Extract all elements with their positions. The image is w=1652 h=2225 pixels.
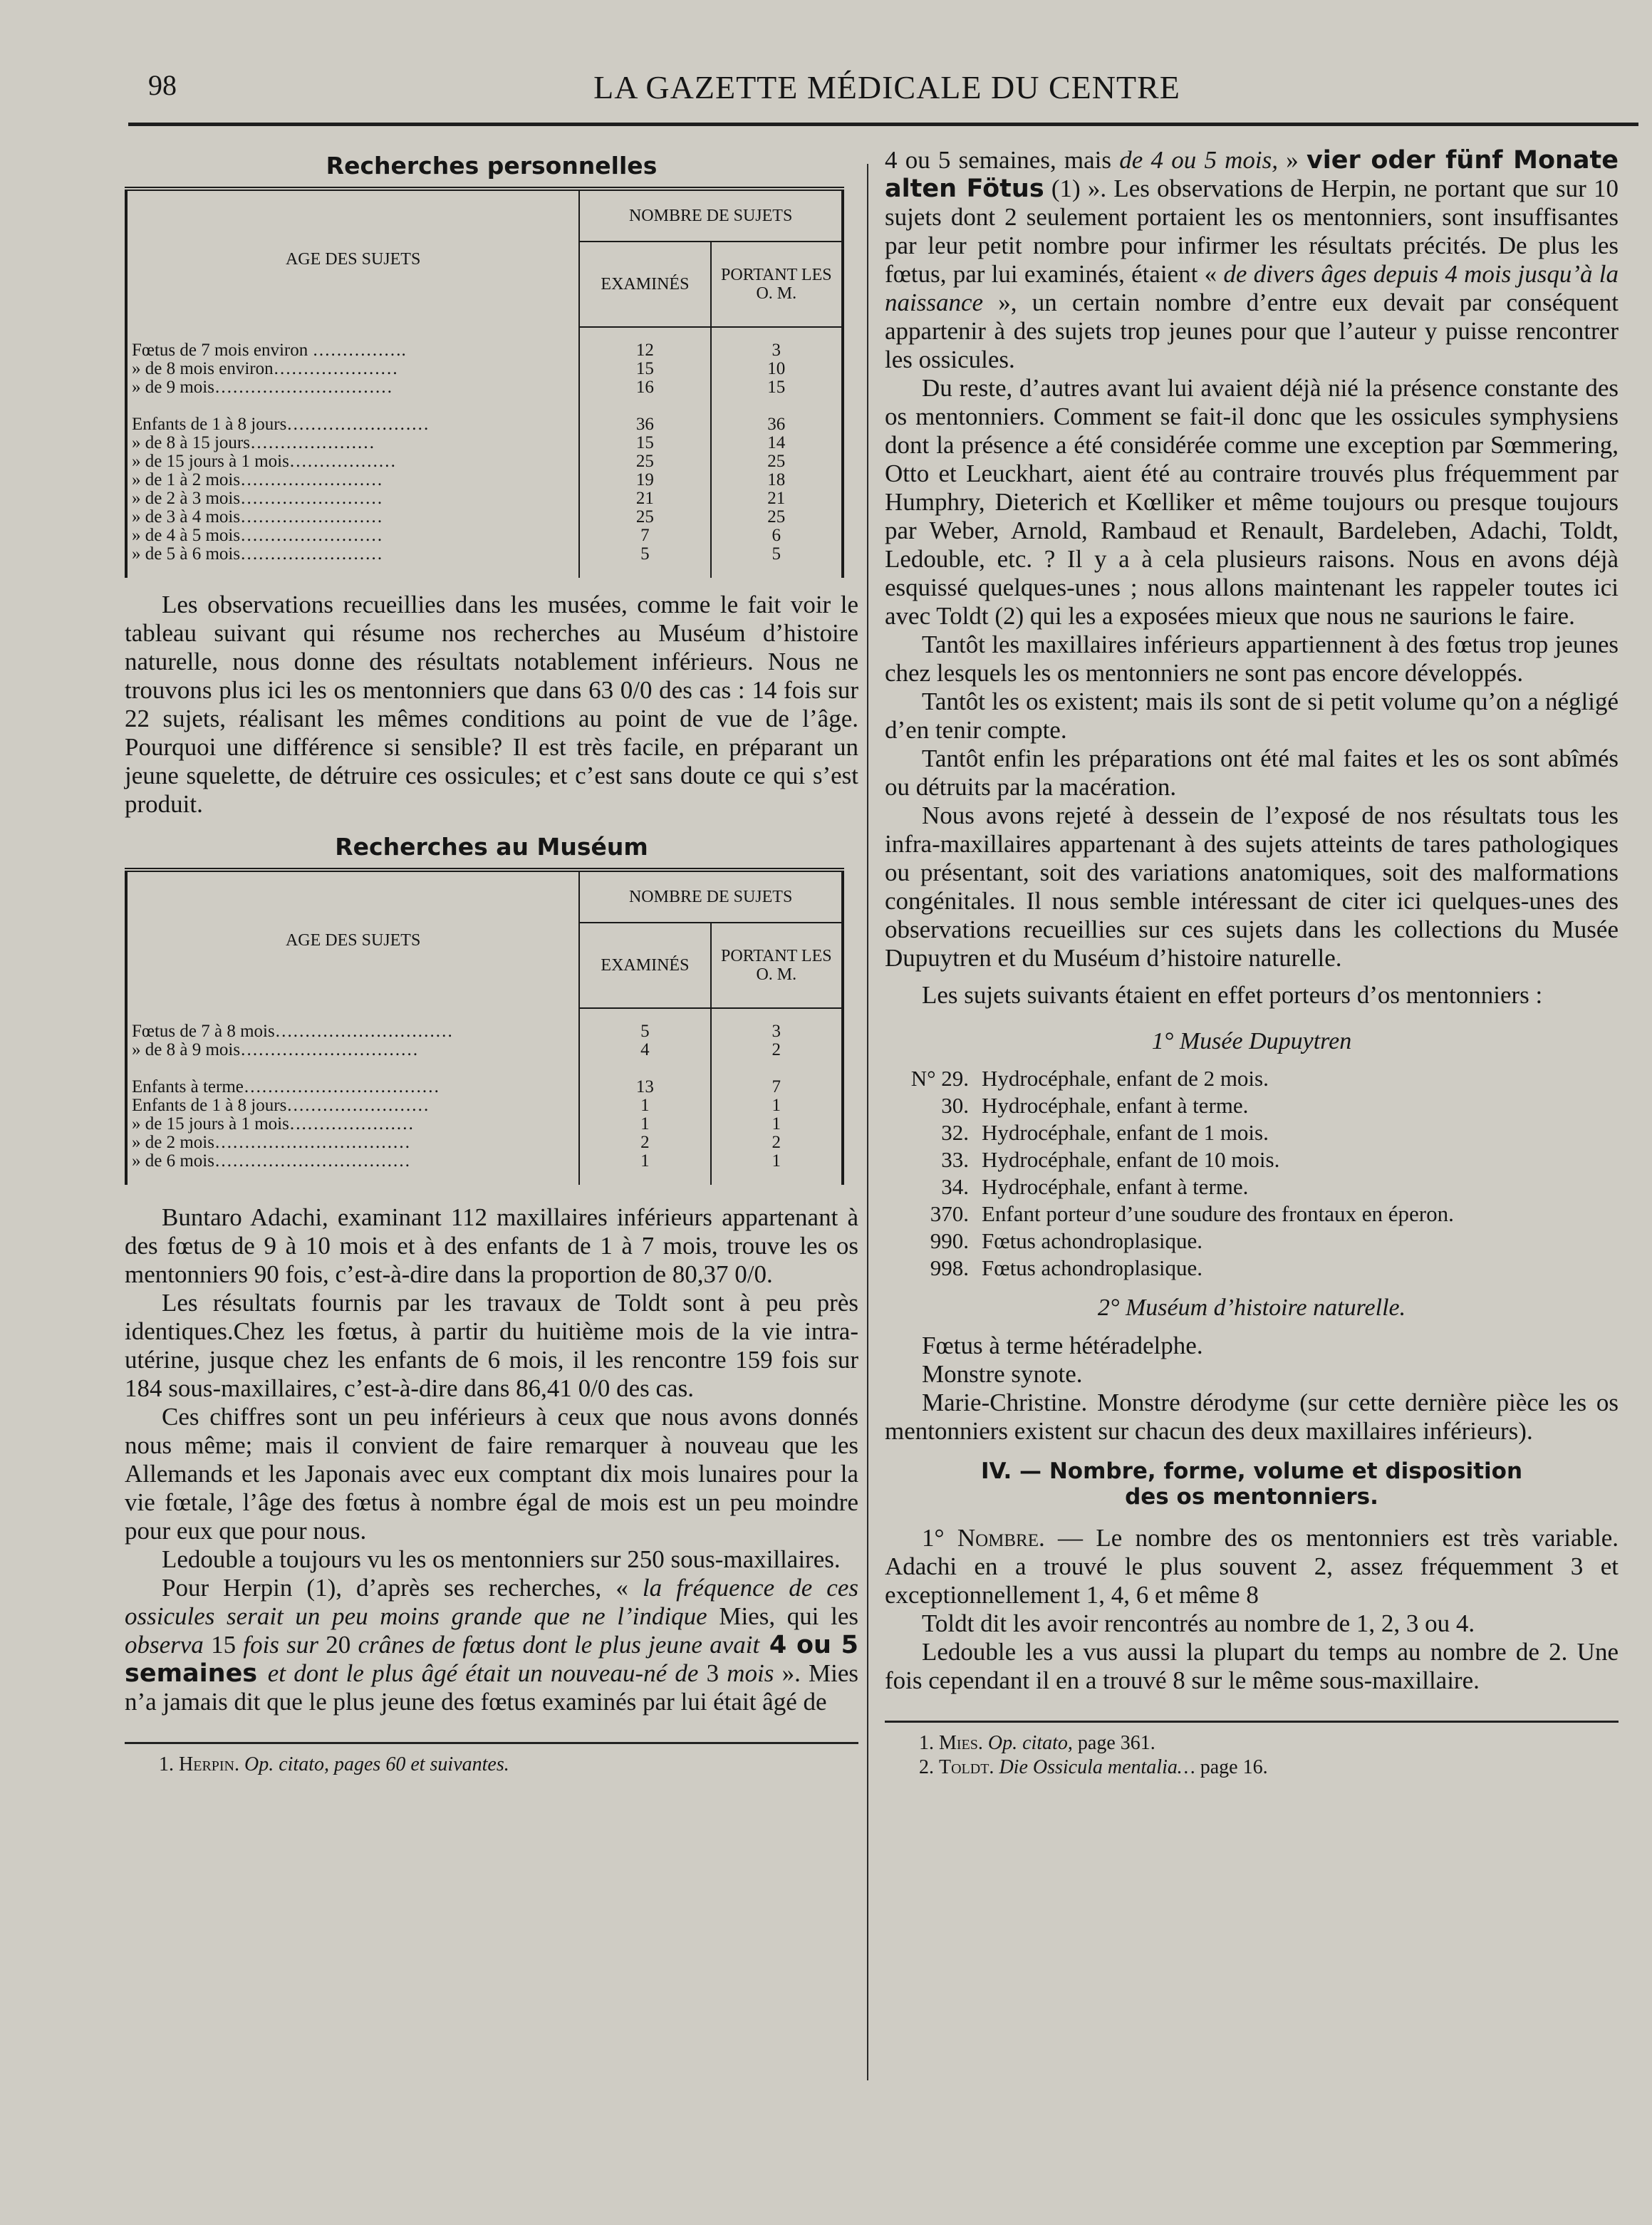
table-row xyxy=(126,452,843,471)
table-row xyxy=(126,341,843,360)
paragraph-herpin: Pour Herpin (1), d’après ses recherches, « la fréquence de ces ossicules serait un peu moins grande que ne l’indique Mies, qui les observa 15 fois sur 20 crânes de fœtus dont le plus jeune avait 4 ou 5 semaines et dont le plus âgé était un nouveau-né de 3 mois ». Mies n’a jamais dit que le plus jeune des fœtus examinés par lui était âgé de xyxy=(125,1574,859,1716)
running-header xyxy=(128,63,1646,113)
table-row xyxy=(126,1059,843,1078)
row-bearing: 21 xyxy=(767,489,786,508)
footnote: 1. Mies. Op. citato, page 361. xyxy=(919,1732,1155,1754)
row-bearing: 3 xyxy=(772,341,781,360)
specimen-description: Fœtus achondroplasique. xyxy=(982,1228,1202,1253)
row-bearing: 1 xyxy=(772,1096,781,1115)
subheading-museum: 2° Muséum d’histoire naturelle. xyxy=(1097,1295,1406,1321)
paragraph: Tantôt enfin les préparations ont été mal faites et les os sont abîmés ou détruits par la macération. xyxy=(885,745,1619,801)
right-column xyxy=(885,146,1619,1780)
specimen-number: 33. xyxy=(941,1147,969,1172)
dupuytren-list xyxy=(885,1065,1619,1282)
specimen-description: Hydrocéphale, enfant de 2 mois. xyxy=(982,1066,1269,1091)
row-bearing xyxy=(711,397,843,415)
table1-col-bearing: PORTANT LES O. M. xyxy=(711,242,843,327)
row-examined: 25 xyxy=(579,452,710,471)
row-label: » de 8 mois environ………………… xyxy=(126,360,579,378)
row-examined: 1 xyxy=(579,1152,710,1171)
table-row xyxy=(126,527,843,545)
paragraph-continued: 4 ou 5 semaines, mais de 4 ou 5 mois, » vier oder fünf Monate alten Fötus (1) ». Les observations de Herpin, ne portant que sur 10 sujets dont 2 seulement portaient les os mentonniers, sont insuffisantes par leur petit nombre pour infirmer les résultats précités. De plus les fœtus, par lui examinés, étaient « de divers âges depuis 4 mois jusqu’à la naissance », un certain nombre d’entre eux devait par conséquent appartenir à des sujets trop jeunes pour que l’auteur y puisse rencontrer les ossicules. xyxy=(885,146,1619,373)
list-item xyxy=(885,1200,1619,1228)
table1 xyxy=(125,187,844,578)
table-row xyxy=(126,1022,843,1041)
list-item xyxy=(885,1228,1619,1255)
row-label: » de 5 à 6 mois…………………… xyxy=(126,545,579,564)
list-item xyxy=(885,1255,1619,1282)
paragraph: Ces chiffres sont un peu inférieurs à ceux que nous avons donnés nous même; mais il convient de faire remarquer à nouveau que les Allemands et les Japonais avec eux comptant dix mois lunaires pour la vie fœtale, l’âge des fœtus à nombre égal de mois est un peu moindre pour eux que pour nous. xyxy=(125,1403,858,1545)
table2-age-header: AGE DES SUJETS xyxy=(126,870,579,1008)
row-bearing: 14 xyxy=(767,433,786,452)
row-label: » de 6 mois…………………………… xyxy=(126,1152,579,1171)
row-label: » de 15 jours à 1 mois………………… xyxy=(126,1115,579,1134)
paragraph: Les sujets suivants étaient en effet porteurs d’os mentonniers : xyxy=(922,981,1543,1009)
row-examined: 5 xyxy=(579,545,710,564)
footnote: 1. Herpin. Op. citato, pages 60 et suivantes. xyxy=(159,1753,509,1775)
table1-col-examined: EXAMINÉS xyxy=(579,242,710,327)
row-label: » de 2 mois…………………………… xyxy=(126,1134,579,1152)
row-label: » de 8 à 9 mois………………………… xyxy=(126,1041,579,1059)
specimen-description: Hydrocéphale, enfant de 1 mois. xyxy=(982,1120,1269,1145)
table2-caption: Recherches au Muséum xyxy=(335,833,648,861)
table2 xyxy=(125,868,844,1185)
row-label: » de 3 à 4 mois…………………… xyxy=(126,508,579,527)
row-examined: 7 xyxy=(579,527,710,545)
specimen-number: N° 29. xyxy=(910,1066,969,1091)
column-rule xyxy=(867,164,868,2080)
table-row xyxy=(126,360,843,378)
row-bearing: 18 xyxy=(767,470,786,489)
paragraph: Du reste, d’autres avant lui avaient déjà nié la présence constante des os mentonniers. Comment se fait-il donc que les ossicules symphysiens dont la présence a été considérée comme une exception par Sœmmering, Otto et Leuckhart, aient été au contraire trouvés plus fréquemment par Humphry, Dieterich et Kœlliker et même toujours ou presque toujours par Weber, Arnold, Rambaud et Renault, Bardeleben, Adachi, Toldt, Ledouble, etc. ? Il y a à cela plusieurs raisons. Nous en avons déjà esquissé quelques-unes ; nous allons maintenant les rappeler toutes ici avec Toldt (2) qui les a exposées mieux que nous ne saurions le faire. xyxy=(885,374,1619,630)
list-item xyxy=(885,1173,1619,1200)
table-row xyxy=(126,508,843,527)
footnote-rule xyxy=(885,1721,1619,1723)
specimen-number: 30. xyxy=(941,1093,969,1118)
specimen-description: Hydrocéphale, enfant à terme. xyxy=(982,1174,1249,1199)
paragraph: Les résultats fournis par les travaux de Toldt sont à peu près identiques.Chez les fœtus, à partir du huitième mois de la vie intra-utérine, jusque chez les enfants de 6 mois, il les rencontre 159 fois sur 184 sous-maxillaires, c’est-à-dire dans 86,41 0/0 des cas. xyxy=(125,1289,858,1402)
row-examined: 1 xyxy=(579,1096,710,1115)
row-examined: 19 xyxy=(579,471,710,489)
row-examined: 2 xyxy=(579,1134,710,1152)
specimen-description: Fœtus achondroplasique. xyxy=(982,1255,1202,1280)
table1-age-header: AGE DES SUJETS xyxy=(126,189,579,327)
row-examined: 4 xyxy=(579,1041,710,1059)
paragraph-nombre: 1° Nombre. — Le nombre des os mentonniers est très variable. Adachi en a trouvé le plus souvent 2, assez fréquemment 3 et exceptionnellement 1, 4, 6 et même 8 xyxy=(885,1524,1619,1609)
row-examined: 15 xyxy=(579,434,710,452)
table-row xyxy=(126,434,843,452)
row-label: » de 8 à 15 jours………………… xyxy=(126,434,579,452)
table1-count-header: NOMBRE DE SUJETS xyxy=(579,189,843,242)
row-bearing: 15 xyxy=(767,378,786,397)
paragraph: Ledouble les a vus aussi la plupart du temps au nombre de 2. Une fois cependant il en a trouvé 8 sur le même sous-maxillaire. xyxy=(885,1638,1619,1694)
footnote: 2. Toldt. Die Ossicula mentalia… page 16. xyxy=(919,1756,1268,1778)
paragraph: Les observations recueillies dans les musées, comme le fait voir le tableau suivant qui résume nos recherches au Muséum d’histoire naturelle, nous donne des résultats notablement inférieurs. Nous ne trouvons plus ici les os mentonniers que dans 63 0/0 des cas : 14 fois sur 22 sujets, réalisant les mêmes conditions au point de vue de l’âge. Pourquoi une différence si sensible? Il est très facile, en préparant un jeune squelette, de détruire ces ossicules; et c’est sans doute ce qui s’est produit. xyxy=(125,591,858,818)
table-row xyxy=(126,1041,843,1059)
specimen-description: Hydrocéphale, enfant à terme. xyxy=(982,1093,1249,1118)
specimen-description: Enfant porteur d’une soudure des frontaux en éperon. xyxy=(982,1201,1454,1226)
table2-count-header: NOMBRE DE SUJETS xyxy=(579,870,843,923)
subheading-dupuytren: 1° Musée Dupuytren xyxy=(1151,1028,1352,1054)
paragraph: Buntaro Adachi, examinant 112 maxillaires inférieurs appartenant à des fœtus de 9 à 10 mois et à des enfants de 1 à 7 mois, trouve les os mentonniers 90 fois, c’est-à-dire dans la proportion de 80,37 0/0. xyxy=(125,1203,858,1288)
table-row xyxy=(126,471,843,489)
table-row xyxy=(126,489,843,508)
row-bearing: 6 xyxy=(772,526,781,545)
table-row xyxy=(126,415,843,434)
table-row xyxy=(126,1096,843,1115)
row-label: » de 15 jours à 1 mois……………… xyxy=(126,452,579,471)
row-examined: 15 xyxy=(579,360,710,378)
row-label: » de 9 mois………………………… xyxy=(126,378,579,397)
specimen-number: 998. xyxy=(930,1255,969,1280)
footnote-rule xyxy=(125,1742,858,1744)
row-label: Fœtus de 7 à 8 mois………………………… xyxy=(126,1022,579,1041)
row-bearing: 36 xyxy=(767,415,786,434)
journal-title: LA GAZETTE MÉDICALE DU CENTRE xyxy=(593,69,1180,105)
table-row xyxy=(126,378,843,397)
specimen-number: 34. xyxy=(941,1174,969,1199)
paragraph: Tantôt les os existent; mais ils sont de si petit volume qu’on a négligé d’en tenir compte. xyxy=(885,688,1619,744)
row-label xyxy=(126,1059,579,1078)
row-examined: 25 xyxy=(579,508,710,527)
specimen-number: 32. xyxy=(941,1120,969,1145)
row-label: Fœtus de 7 mois environ ……………. xyxy=(126,341,579,360)
row-examined xyxy=(579,1059,710,1078)
observation: Fœtus à terme hétéradelphe. xyxy=(922,1332,1203,1359)
row-bearing: 2 xyxy=(772,1040,781,1059)
page-number: 98 xyxy=(148,69,177,101)
row-examined: 12 xyxy=(579,341,710,360)
row-bearing: 10 xyxy=(767,359,786,378)
paragraph: Tantôt les maxillaires inférieurs appartiennent à des fœtus trop jeunes chez lesquels les os mentonniers ne sont pas encore développés. xyxy=(885,631,1619,687)
table1-caption: Recherches personnelles xyxy=(326,152,658,180)
paragraph: Nous avons rejeté à dessein de l’exposé de nos résultats tous les infra-maxillaires appartenant à des sujets atteints de tares pathologiques ou présentant, soit des variations anatomiques, soit des malformations congénitales. Il nous semble intéressant de citer ici quelques-unes des observations recueillies sur ces sujets dans les collections du Musée Dupuytren et du Muséum d’histoire naturelle. xyxy=(885,802,1619,972)
row-bearing: 3 xyxy=(772,1022,781,1041)
row-examined: 36 xyxy=(579,415,710,434)
table-row xyxy=(126,545,843,564)
specimen-number: 990. xyxy=(930,1228,969,1253)
row-examined: 21 xyxy=(579,489,710,508)
row-examined: 13 xyxy=(579,1078,710,1096)
specimen-description: Hydrocéphale, enfant de 10 mois. xyxy=(982,1147,1280,1172)
row-bearing: 1 xyxy=(772,1151,781,1171)
row-bearing xyxy=(711,1059,843,1078)
row-bearing: 5 xyxy=(772,544,781,564)
table-row xyxy=(126,1134,843,1152)
table-row xyxy=(126,397,843,415)
row-examined: 1 xyxy=(579,1115,710,1134)
row-label: » de 4 à 5 mois…………………… xyxy=(126,527,579,545)
left-column xyxy=(125,146,858,1777)
paragraph: Ledouble a toujours vu les os mentonniers sur 250 sous-maxillaires. xyxy=(162,1545,841,1573)
list-item xyxy=(885,1146,1619,1173)
row-label: » de 2 à 3 mois…………………… xyxy=(126,489,579,508)
observation: Marie-Christine. Monstre dérodyme (sur cette dernière pièce les os mentonniers existent sur chacun des deux maxillaires inférieurs). xyxy=(885,1389,1619,1445)
row-label: Enfants à terme…………………………… xyxy=(126,1078,579,1096)
table-row xyxy=(126,1115,843,1134)
row-examined: 5 xyxy=(579,1022,710,1041)
table-row xyxy=(126,1078,843,1096)
row-label xyxy=(126,397,579,415)
row-bearing: 25 xyxy=(767,507,786,527)
row-bearing: 1 xyxy=(772,1114,781,1134)
row-examined xyxy=(579,397,710,415)
row-label: Enfants de 1 à 8 jours…………………… xyxy=(126,1096,579,1115)
section-heading: IV. — Nombre, forme, volume et disposition des os mentonniers. xyxy=(980,1458,1523,1510)
list-item xyxy=(885,1119,1619,1146)
row-bearing: 7 xyxy=(772,1077,781,1096)
row-label: » de 1 à 2 mois…………………… xyxy=(126,471,579,489)
specimen-number: 370. xyxy=(930,1201,969,1226)
table-row xyxy=(126,1152,843,1171)
table2-col-bearing: PORTANT LES O. M. xyxy=(711,923,843,1008)
header-rule xyxy=(128,123,1638,126)
row-examined: 16 xyxy=(579,378,710,397)
paragraph: Toldt dit les avoir rencontrés au nombre de 1, 2, 3 ou 4. xyxy=(922,1609,1475,1637)
table2-col-examined: EXAMINÉS xyxy=(579,923,710,1008)
row-bearing: 2 xyxy=(772,1133,781,1152)
list-item xyxy=(885,1065,1619,1092)
row-label: Enfants de 1 à 8 jours…………………… xyxy=(126,415,579,434)
list-item xyxy=(885,1092,1619,1119)
observation: Monstre synote. xyxy=(922,1360,1083,1388)
row-bearing: 25 xyxy=(767,452,786,471)
